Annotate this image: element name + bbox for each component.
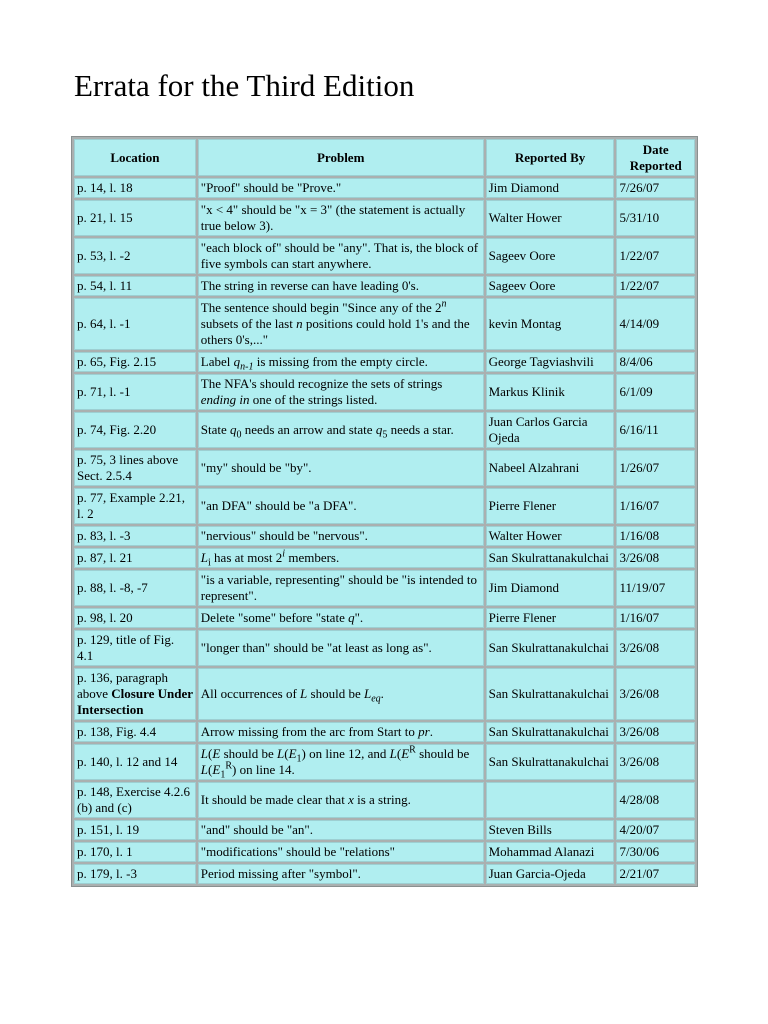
- reporter-cell: Juan Carlos Garcia Ojeda: [486, 412, 615, 448]
- location-cell: p. 71, l. -1: [74, 374, 196, 410]
- date-cell: 1/26/07: [616, 450, 695, 486]
- date-cell: 4/20/07: [616, 820, 695, 840]
- location-cell: p. 75, 3 lines above Sect. 2.5.4: [74, 450, 196, 486]
- location-cell: p. 179, l. -3: [74, 864, 196, 884]
- date-cell: 8/4/06: [616, 352, 695, 372]
- math-variable: L: [200, 550, 209, 565]
- location-cell: p. 140, l. 12 and 14: [74, 744, 196, 780]
- superscript: n: [441, 298, 447, 310]
- reporter-cell: kevin Montag: [486, 298, 615, 350]
- math-variable: E: [212, 746, 221, 761]
- math-variable: L: [200, 762, 209, 777]
- text-run: members.: [285, 550, 340, 565]
- text-run: one of the strings listed.: [249, 392, 378, 407]
- date-cell: 4/28/08: [616, 782, 695, 818]
- date-cell: 3/26/08: [616, 722, 695, 742]
- table-row: [74, 374, 695, 410]
- table-row: [74, 722, 695, 742]
- header-reported-by: Reported By: [486, 139, 615, 176]
- subscript: i: [208, 557, 211, 568]
- problem-cell: [198, 548, 484, 568]
- math-variable: q: [230, 422, 237, 437]
- location-cell: p. 98, l. 20: [74, 608, 196, 628]
- reporter-cell: San Skulrattanakulchai: [486, 722, 615, 742]
- subscript: 0: [236, 429, 242, 441]
- errata-table-wrapper: [71, 136, 698, 887]
- reporter-cell: Markus Klinik: [486, 374, 615, 410]
- text-run: The NFA's should recognize the sets of strings: [200, 376, 443, 391]
- emphasis: ending in: [200, 392, 250, 407]
- text-run: (: [208, 746, 213, 761]
- location-cell: p. 53, l. -2: [74, 238, 196, 274]
- reporter-cell: San Skulrattanakulchai: [486, 630, 615, 666]
- date-cell: 5/31/10: [616, 200, 695, 236]
- location-cell: p. 65, Fig. 2.15: [74, 352, 196, 372]
- superscript: i: [282, 548, 286, 560]
- reporter-cell: Steven Bills: [486, 820, 615, 840]
- text-run: should be: [307, 686, 364, 701]
- text-run: All occurrences of: [200, 686, 301, 701]
- date-cell: 1/16/07: [616, 488, 695, 524]
- text-run: .: [429, 724, 433, 739]
- problem-cell: "longer than" should be "at least as long as".: [198, 630, 484, 666]
- text-run: ".: [354, 610, 364, 625]
- location-cell: p. 88, l. -8, -7: [74, 570, 196, 606]
- header-date-reported: [616, 139, 695, 176]
- reporter-cell: George Tagviashvili: [486, 352, 615, 372]
- location-cell: p. 170, l. 1: [74, 842, 196, 862]
- reporter-cell: Sageev Oore: [486, 276, 615, 296]
- superscript: R: [225, 760, 232, 772]
- problem-cell: [198, 374, 484, 410]
- problem-cell: "and" should be "an".: [198, 820, 484, 840]
- problem-cell: "Proof" should be "Prove.": [198, 178, 484, 198]
- text-run: (: [284, 746, 289, 761]
- table-row: [74, 450, 695, 486]
- math-variable: n: [296, 316, 303, 331]
- table-row: [74, 488, 695, 524]
- text-run: has at most 2: [210, 550, 283, 565]
- problem-cell: "modifications" should be "relations": [198, 842, 484, 862]
- reporter-cell: San Skulrattanakulchai: [486, 548, 615, 568]
- table-row: [74, 820, 695, 840]
- location-cell: p. 151, l. 19: [74, 820, 196, 840]
- table-row: [74, 548, 695, 568]
- problem-cell: "an DFA" should be "a DFA".: [198, 488, 484, 524]
- reporter-cell: Walter Hower: [486, 526, 615, 546]
- problem-cell: "each block of" should be "any". That is, the block of five symbols can start anywhere.: [198, 238, 484, 274]
- table-header-row: [74, 139, 695, 176]
- text-run: p. 136, paragraph above: [77, 670, 168, 701]
- superscript: R: [409, 744, 416, 756]
- math-variable: L: [363, 686, 372, 701]
- text-run: Arrow missing from the arc from Start to: [200, 724, 419, 739]
- problem-cell: [198, 668, 484, 720]
- problem-cell: "my" should be "by".: [198, 450, 484, 486]
- problem-cell: [198, 744, 484, 780]
- location-cell: p. 83, l. -3: [74, 526, 196, 546]
- table-row: [74, 630, 695, 666]
- location-cell: p. 129, title of Fig. 4.1: [74, 630, 196, 666]
- table-row: [74, 570, 695, 606]
- math-variable: L: [277, 746, 285, 761]
- reporter-cell: San Skulrattanakulchai: [486, 668, 615, 720]
- table-row: [74, 276, 695, 296]
- date-cell: 7/30/06: [616, 842, 695, 862]
- location-cell: p. 87, l. 21: [74, 548, 196, 568]
- header-location: Location: [74, 139, 196, 176]
- text-run: State: [200, 422, 231, 437]
- page-title: Errata for the Third Edition: [74, 68, 415, 103]
- subscript: eq: [371, 693, 381, 705]
- problem-cell: [198, 608, 484, 628]
- location-cell: p. 77, Example 2.21, l. 2: [74, 488, 196, 524]
- date-cell: 3/26/08: [616, 744, 695, 780]
- table-row: [74, 412, 695, 448]
- location-cell: p. 74, Fig. 2.20: [74, 412, 196, 448]
- text-run: It should be made clear that: [200, 792, 349, 807]
- problem-cell: [198, 412, 484, 448]
- text-run: subsets of the last: [200, 316, 297, 331]
- reporter-cell: Pierre Flener: [486, 608, 615, 628]
- table-row: [74, 782, 695, 818]
- math-variable: E: [288, 746, 297, 761]
- text-run: Delete "some" before "state: [200, 610, 349, 625]
- math-variable: L: [200, 746, 209, 761]
- math-variable: q: [233, 354, 241, 369]
- reporter-cell: Mohammad Alanazi: [486, 842, 615, 862]
- date-cell: 1/22/07: [616, 238, 695, 274]
- text-run: should be: [415, 746, 470, 761]
- text-run: The sentence should begin "Since any of the 2: [200, 300, 442, 315]
- table-row: [74, 842, 695, 862]
- table-row: [74, 298, 695, 350]
- reporter-cell: Nabeel Alzahrani: [486, 450, 615, 486]
- table-row: [74, 352, 695, 372]
- header-problem: Problem: [198, 139, 484, 176]
- location-cell: [74, 668, 196, 720]
- date-cell: 1/22/07: [616, 276, 695, 296]
- date-cell: 3/26/08: [616, 630, 695, 666]
- errata-table: [71, 136, 698, 887]
- text-run: positions could hold 1's and the others 0's,...": [200, 316, 470, 347]
- problem-cell: The string in reverse can have leading 0's.: [198, 276, 484, 296]
- table-row: [74, 526, 695, 546]
- reporter-cell: Sageev Oore: [486, 238, 615, 274]
- text-run: is missing from the empty circle.: [253, 354, 428, 369]
- location-cell: p. 14, l. 18: [74, 178, 196, 198]
- table-row: [74, 744, 695, 780]
- section-name: Closure Under Intersection: [77, 686, 193, 717]
- reporter-cell: Walter Hower: [486, 200, 615, 236]
- date-cell: 1/16/07: [616, 608, 695, 628]
- subscript: 1: [296, 753, 302, 765]
- table-row: [74, 608, 695, 628]
- text-run: .: [380, 686, 384, 701]
- date-cell: 2/21/07: [616, 864, 695, 884]
- problem-cell: Period missing after "symbol".: [198, 864, 484, 884]
- math-variable: q: [375, 422, 383, 437]
- location-cell: p. 21, l. 15: [74, 200, 196, 236]
- location-cell: p. 148, Exercise 4.2.6 (b) and (c): [74, 782, 196, 818]
- header-date-line2: Reported: [629, 157, 682, 173]
- table-row: [74, 668, 695, 720]
- text-run: Label: [200, 354, 234, 369]
- math-variable: x: [348, 792, 354, 807]
- text-run: (: [396, 746, 402, 761]
- table-row: [74, 178, 695, 198]
- math-variable: E: [212, 762, 221, 777]
- subscript: 5: [382, 429, 388, 441]
- date-cell: 3/26/08: [616, 548, 695, 568]
- problem-cell: [198, 298, 484, 350]
- table-row: [74, 864, 695, 884]
- problem-cell: [198, 352, 484, 372]
- problem-cell: "is a variable, representing" should be "is intended to represent".: [198, 570, 484, 606]
- text-run: ) on line 12, and: [301, 746, 390, 761]
- text-run: (: [208, 762, 213, 777]
- text-run: needs an arrow and state: [241, 422, 376, 437]
- math-variable: L: [300, 686, 308, 701]
- text-run: should be: [220, 746, 278, 761]
- reporter-cell: Pierre Flener: [486, 488, 615, 524]
- reporter-cell: Juan Garcia-Ojeda: [486, 864, 615, 884]
- math-variable: L: [389, 746, 397, 761]
- text-run: ) on line 14.: [231, 762, 295, 777]
- reporter-cell: Jim Diamond: [486, 178, 615, 198]
- date-cell: 7/26/07: [616, 178, 695, 198]
- location-cell: p. 138, Fig. 4.4: [74, 722, 196, 742]
- date-cell: 3/26/08: [616, 668, 695, 720]
- math-variable: q: [348, 610, 355, 625]
- reporter-cell: San Skulrattanakulchai: [486, 744, 615, 780]
- location-cell: p. 64, l. -1: [74, 298, 196, 350]
- date-cell: 4/14/09: [616, 298, 695, 350]
- date-cell: 1/16/08: [616, 526, 695, 546]
- table-row: [74, 238, 695, 274]
- reporter-cell: [486, 782, 615, 818]
- problem-cell: "nervious" should be "nervous".: [198, 526, 484, 546]
- location-cell: p. 54, l. 11: [74, 276, 196, 296]
- problem-cell: [198, 722, 484, 742]
- problem-cell: "x < 4" should be "x = 3" (the statement is actually true below 3).: [198, 200, 484, 236]
- table-row: [74, 200, 695, 236]
- date-cell: 6/16/11: [616, 412, 695, 448]
- math-variable: pr: [418, 724, 430, 739]
- text-run: needs a star.: [387, 422, 454, 437]
- text-run: is a string.: [353, 792, 411, 807]
- subscript: 1: [220, 769, 226, 780]
- header-date-line1: Date: [642, 141, 669, 157]
- subscript: n-1: [240, 361, 254, 372]
- date-cell: 6/1/09: [616, 374, 695, 410]
- date-cell: 11/19/07: [616, 570, 695, 606]
- reporter-cell: Jim Diamond: [486, 570, 615, 606]
- problem-cell: [198, 782, 484, 818]
- math-variable: E: [401, 746, 410, 761]
